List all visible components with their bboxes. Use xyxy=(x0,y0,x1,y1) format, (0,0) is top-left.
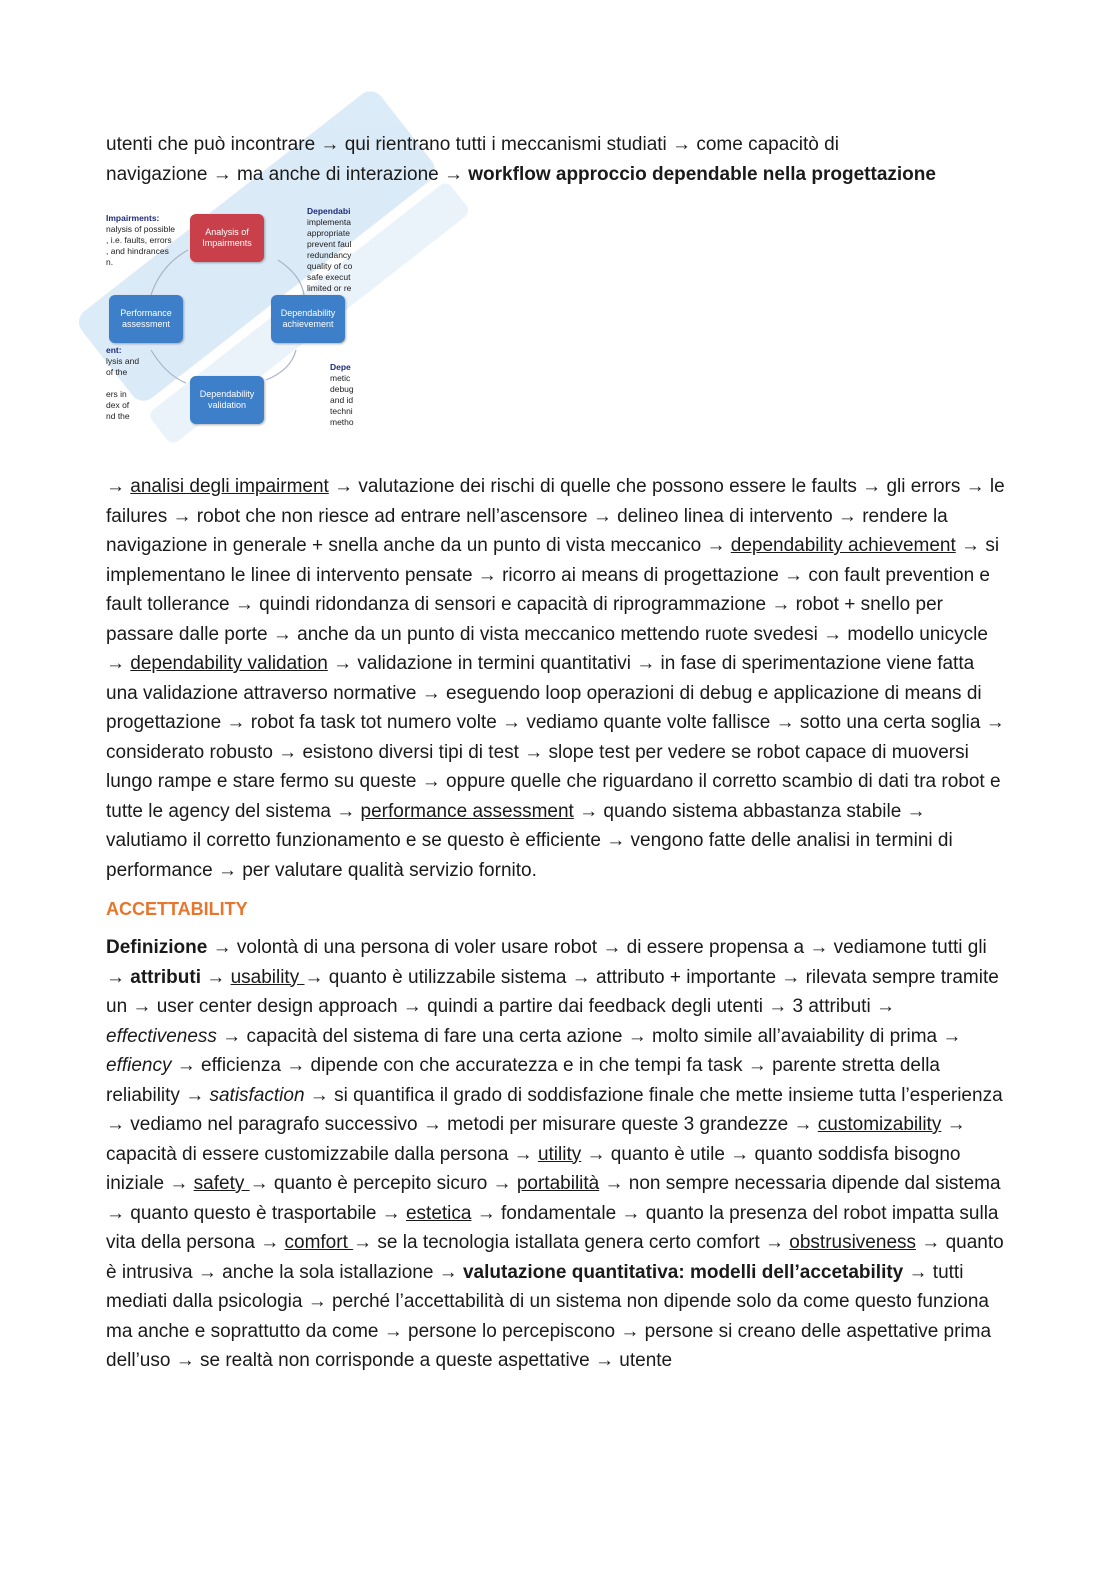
accettability-paragraph xyxy=(106,933,1006,1376)
obstrusiveness-term: obstrusiveness xyxy=(789,1232,917,1253)
text-run: → quanto è intrusiva → anche la sola istallazione → xyxy=(106,1232,1004,1283)
estetica-term: estetica xyxy=(405,1202,472,1224)
definizione-term: Definizione xyxy=(106,937,208,958)
validation-note-text: metic debug and id techni metho xyxy=(330,373,354,427)
workflow-title: workflow approccio dependable nella progettazione xyxy=(468,163,936,185)
performance-assessment-box: Performance assessment xyxy=(109,295,183,343)
text-run: → efficienza → dipende con che accuratezza e in che tempi fa task → parente stretta della reliability → xyxy=(106,1055,941,1106)
text-run: → validazione in termini quantitativi → in fase di sperimentazione viene fatta una validazione attraverso normative → eseguendo loop operazioni di debug e applicazione di means di progettazione → robot fa task tot numero volte → vediamo quante volte fallisce → sotto una certa soglia → considerato robusto → esistono diversi tipi di test → slope test per vedere se robot capace di muoversi lungo rampe e stare fermo su queste → oppure quelle che riguardano il corretto scambio di dati tra robot e tutte le agency del sistema → xyxy=(106,653,1005,822)
text-run: → si implementano le linee di intervento pensate → ricorro ai means di progettazione → con fault prevention e fault tollerance → quindi ridondanza di sensori e capacità di riprogrammazione → robot + snello per passare dalle porte → anche da un punto di vista meccanico mettendo ruote svedesi → modello unicycle → xyxy=(106,535,1000,674)
impairments-note-head: Impairments: xyxy=(106,213,160,223)
achievement-note xyxy=(307,206,352,294)
intro-block xyxy=(106,130,1006,189)
performance-assessment-term: performance assessment xyxy=(360,800,574,822)
valutazione-quantitativa-term: valutazione quantitativa: modelli dell’accetability xyxy=(462,1261,904,1283)
text-run: → quanto è utilizzabile sistema → attributo + importante → rilevata sempre tramite un → user center design approach → quindi a partire dai feedback degli utenti → 3 attributi → xyxy=(106,966,999,1017)
effectiveness-term: effectiveness xyxy=(106,1025,217,1047)
performance-note-text: lysis and of the xyxy=(106,356,140,377)
effiency-term: effiency xyxy=(106,1055,172,1076)
attributi-term: attributi xyxy=(130,966,201,988)
comfort-term: comfort xyxy=(284,1232,354,1253)
dependability-achievement-term: dependability achievement xyxy=(730,535,956,556)
dependability-workflow-diagram xyxy=(106,205,356,427)
portabilita-term: portabilità xyxy=(516,1173,600,1194)
achievement-note-head: Dependabi xyxy=(307,206,351,216)
text-run: → si quantifica il grado di soddisfazione finale che mette insieme tutta l’esperienza → vediamo nel paragrafo successivo → metodi per misurare queste 3 grandezze → xyxy=(106,1084,1003,1135)
text-run: → tutti mediati dalla psicologia → perché l’accettabilità di un sistema non dipende solo da come questo funziona ma anche e soprattutto da come → persone lo percepiscono → persone si creano delle aspettative prima dell’uso → se realtà non corrisponde a queste aspettative → utente xyxy=(106,1261,992,1371)
analisi-impairment-term: analisi degli impairment xyxy=(130,476,329,497)
achievement-note-text: implementa appropriate prevent faul redundancy quality of co safe execut limited or re xyxy=(307,217,353,293)
intro-line-2 xyxy=(106,160,1006,190)
dependability-validation-term: dependability validation xyxy=(130,653,328,674)
dependability-validation-box: Dependability validation xyxy=(190,376,264,424)
text-run: → se la tecnologia istallata genera certo comfort → xyxy=(353,1232,790,1253)
impairments-note xyxy=(106,213,175,268)
intro-line-2-text: navigazione → ma anche di interazione → xyxy=(106,163,469,185)
performance-note xyxy=(106,345,139,378)
text-run: → non sempre necessaria dipende dal sistema → quanto questo è trasportabile → xyxy=(106,1173,1001,1224)
analysis-impairments-box: Analysis of Impairments xyxy=(190,214,264,262)
text-run: → quanto è percepito sicuro → xyxy=(249,1173,517,1194)
performance-note-2: ers in dex of nd the xyxy=(106,389,130,421)
text-run: → xyxy=(106,476,131,497)
text-run: → fondamentale → quanto la presenza del robot impatta sulla vita della persona → xyxy=(106,1202,999,1253)
section-heading-accettability: ACCETTABILITY xyxy=(106,899,248,919)
validation-note-head: Depe xyxy=(330,362,351,372)
main-body xyxy=(106,472,1006,1376)
validation-note xyxy=(330,362,354,427)
usability-term: usability xyxy=(230,966,305,988)
utility-term: utility xyxy=(537,1143,582,1165)
performance-note-head: ent: xyxy=(106,345,122,355)
text-run: → capacità del sistema di fare una certa azione → molto simile all’avaiability di prima → xyxy=(216,1025,962,1047)
text-run: → xyxy=(201,966,231,988)
text-run: → volontà di una persona di voler usare robot → di essere propensa a → vediamone tutti gli → xyxy=(106,937,987,988)
intro-line-1: utenti che può incontrare → qui rientrano tutti i meccanismi studiati → come capacitò di xyxy=(106,134,839,155)
impairments-note-text: nalysis of possible , i.e. faults, errors , and hindrances n. xyxy=(106,224,175,267)
text-run: → valutazione dei rischi di quelle che possono essere le faults → gli errors → le failures → robot che non riesce ad entrare nell’ascensore → delineo linea di intervento → rendere la navigazione in generale + snella anche da un punto di vista meccanico → xyxy=(106,476,1005,556)
text-run: → quando sistema abbastanza stabile → valutiamo il corretto funzionamento e se questo è efficiente → vengono fatte delle analisi in termini di performance → per valutare qualità servizio fornito. xyxy=(106,800,953,881)
customizability-term: customizability xyxy=(817,1114,942,1135)
text-run: → capacità di essere customizzabile dalla persona → xyxy=(106,1114,966,1165)
text-run: → quanto è utile → quanto soddisfa bisogno iniziale → xyxy=(106,1143,961,1194)
workflow-paragraph xyxy=(106,472,1006,885)
satisfaction-term: satisfaction xyxy=(209,1084,305,1106)
safety-term: safety xyxy=(193,1173,250,1194)
dependability-achievement-box: Dependability achievement xyxy=(271,295,345,343)
